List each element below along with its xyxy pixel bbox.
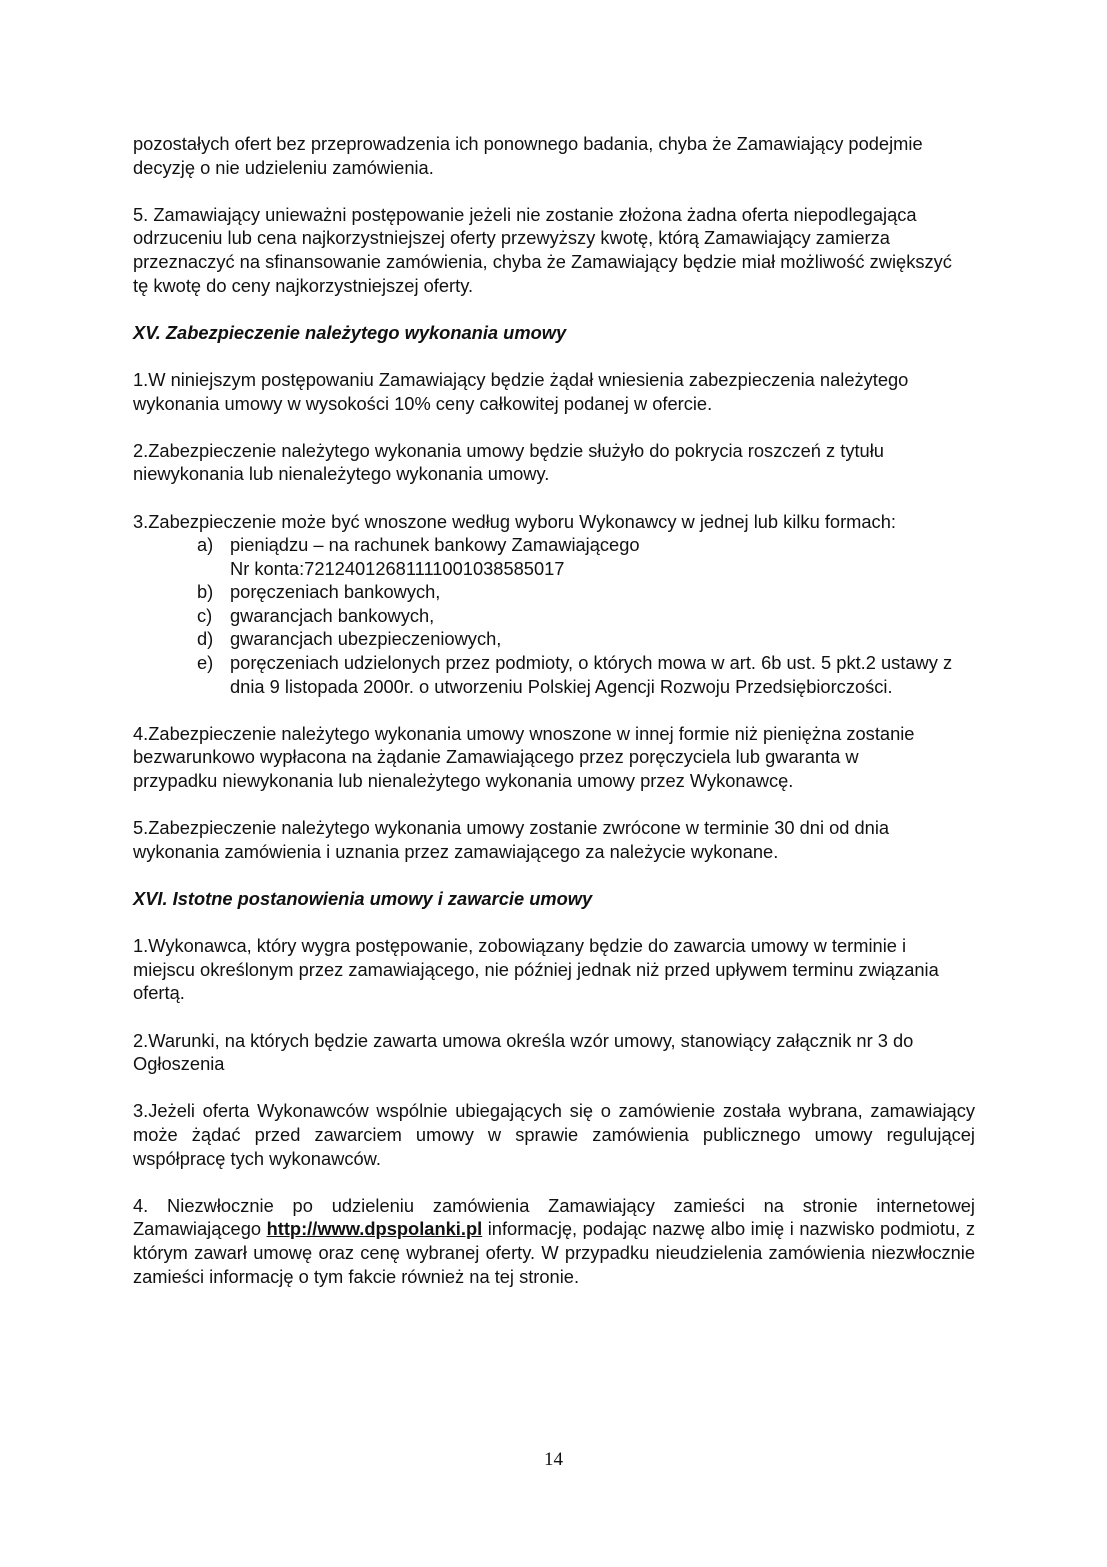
section-xvi-heading: XVI. Istotne postanowienia umowy i zawarcie umowy [133, 888, 593, 909]
page-number: 14 [544, 1449, 563, 1470]
list-item-text: pieniądzu – na rachunek bankowy Zamawiającego [230, 534, 640, 556]
section-xv-paragraph-3: 3.Zabezpieczenie może być wnoszone według wyboru Wykonawcy w jednej lub kilku formach: [133, 510, 896, 532]
section-xvi-paragraph-2: 2.Warunki, na których będzie zawarta umowa określa wzór umowy, stanowiący załącznik nr 3 do Ogłoszenia [133, 1029, 914, 1075]
page-content [133, 132, 975, 1288]
bank-account-number: Nr konta:72124012681111001038585017 [230, 557, 565, 579]
section-xvi-paragraph-3: 3.Jeżeli oferta Wykonawców wspólnie ubiegających się o zamówienie została wybrana, zamawiający może żądać przed zawarciem umowy w sprawie zamówienia publicznego umowy regulującej współpracę tych wykonawców. [133, 1100, 975, 1169]
list-item-text: gwarancjach bankowych, [230, 604, 435, 626]
section-xv-heading: XV. Zabezpieczenie należytego wykonania umowy [133, 321, 567, 343]
section-xvi-paragraph-4 [133, 1194, 975, 1288]
list-item-text: poręczeniach bankowych, [230, 581, 441, 603]
section-xvi-paragraph-1: 1.Wykonawca, który wygra postępowanie, zobowiązany będzie do zawarcia umowy w terminie i miejscu określonym przez zamawiającego, nie później jednak niż przed upływem terminu związania ofertą. [133, 935, 939, 1004]
paragraph-4-text-start: 4. Niezwłocznie po udzieleniu zamówienia Zamawiający zamieści na stronie internetowej Zamawiającego [133, 1194, 975, 1240]
section-xv-paragraph-4: 4.Zabezpieczenie należytego wykonania umowy wnoszone w innej formie niż pieniężna zostanie bezwarunkowo wypłacona na żądanie Zamawiającego przez poręczyciela lub gwaranta w przypadku niewykonania lub nienależytego wykonania umowy przez Wykonawcę. [133, 722, 915, 792]
list-item [133, 533, 975, 580]
paragraph-point-5: 5. Zamawiający unieważni postępowanie jeżeli nie zostanie złożona żadna oferta niepodlegająca odrzuceniu lub cena najkorzystniejszej oferty przewyższy kwotę, którą Zamawiający zamierza przeznaczyć na sfinansowanie zamówienia, chyba że Zamawiający będzie miał możliwość zwiększyć tę kwotę do ceny najkorzystniejszej oferty. [133, 203, 952, 296]
section-xv-paragraph-5: 5.Zabezpieczenie należytego wykonania umowy zostanie zwrócone w terminie 30 dni od dnia wykonania zamówienia i uznania przez zamawiającego za należycie wykonane. [133, 817, 890, 862]
list-marker: b) [197, 581, 214, 603]
section-xv-paragraph-2: 2.Zabezpieczenie należytego wykonania umowy będzie służyło do pokrycia roszczeń z tytułu niewykonania lub nienależytego wykonania umowy. [133, 439, 884, 485]
list-marker: e) [197, 652, 214, 674]
list-item [133, 604, 975, 628]
list-item [133, 627, 975, 651]
list-item-text: gwarancjach ubezpieczeniowych, [230, 628, 502, 650]
list-item [133, 651, 975, 698]
list-item [133, 580, 975, 604]
website-link[interactable]: http://www.dpspolanki.pl [266, 1218, 483, 1240]
section-xv-paragraph-1: 1.W niniejszym postępowaniu Zamawiający będzie żądał wniesienia zabezpieczenia należytego wykonania umowy w wysokości 10% ceny całkowitej podanej w ofercie. [133, 368, 909, 414]
list-marker: c) [197, 604, 213, 626]
security-forms-list [133, 533, 975, 698]
intro-paragraph: pozostałych ofert bez przeprowadzenia ich ponownego badania, chyba że Zamawiający podejmie decyzję o nie udzieleniu zamówienia. [133, 133, 923, 178]
paragraph-4-text-end: informację, podając nazwę albo imię i nazwisko podmiotu, z którym zawarł umowę oraz cenę wybranej oferty. W przypadku nieudzielenia zamówienia niezwłocznie zamieści informację o tym fakcie również na tej stronie. [133, 1218, 975, 1287]
list-marker: d) [197, 628, 214, 650]
list-marker: a) [197, 534, 214, 556]
list-item-text: poręczeniach udzielonych przez podmioty, o których mowa w art. 6b ust. 5 pkt.2 ustawy z dnia 9 listopada 2000r. o utworzeniu Polskiej Agencji Rozwoju Przedsiębiorczości. [230, 652, 953, 697]
